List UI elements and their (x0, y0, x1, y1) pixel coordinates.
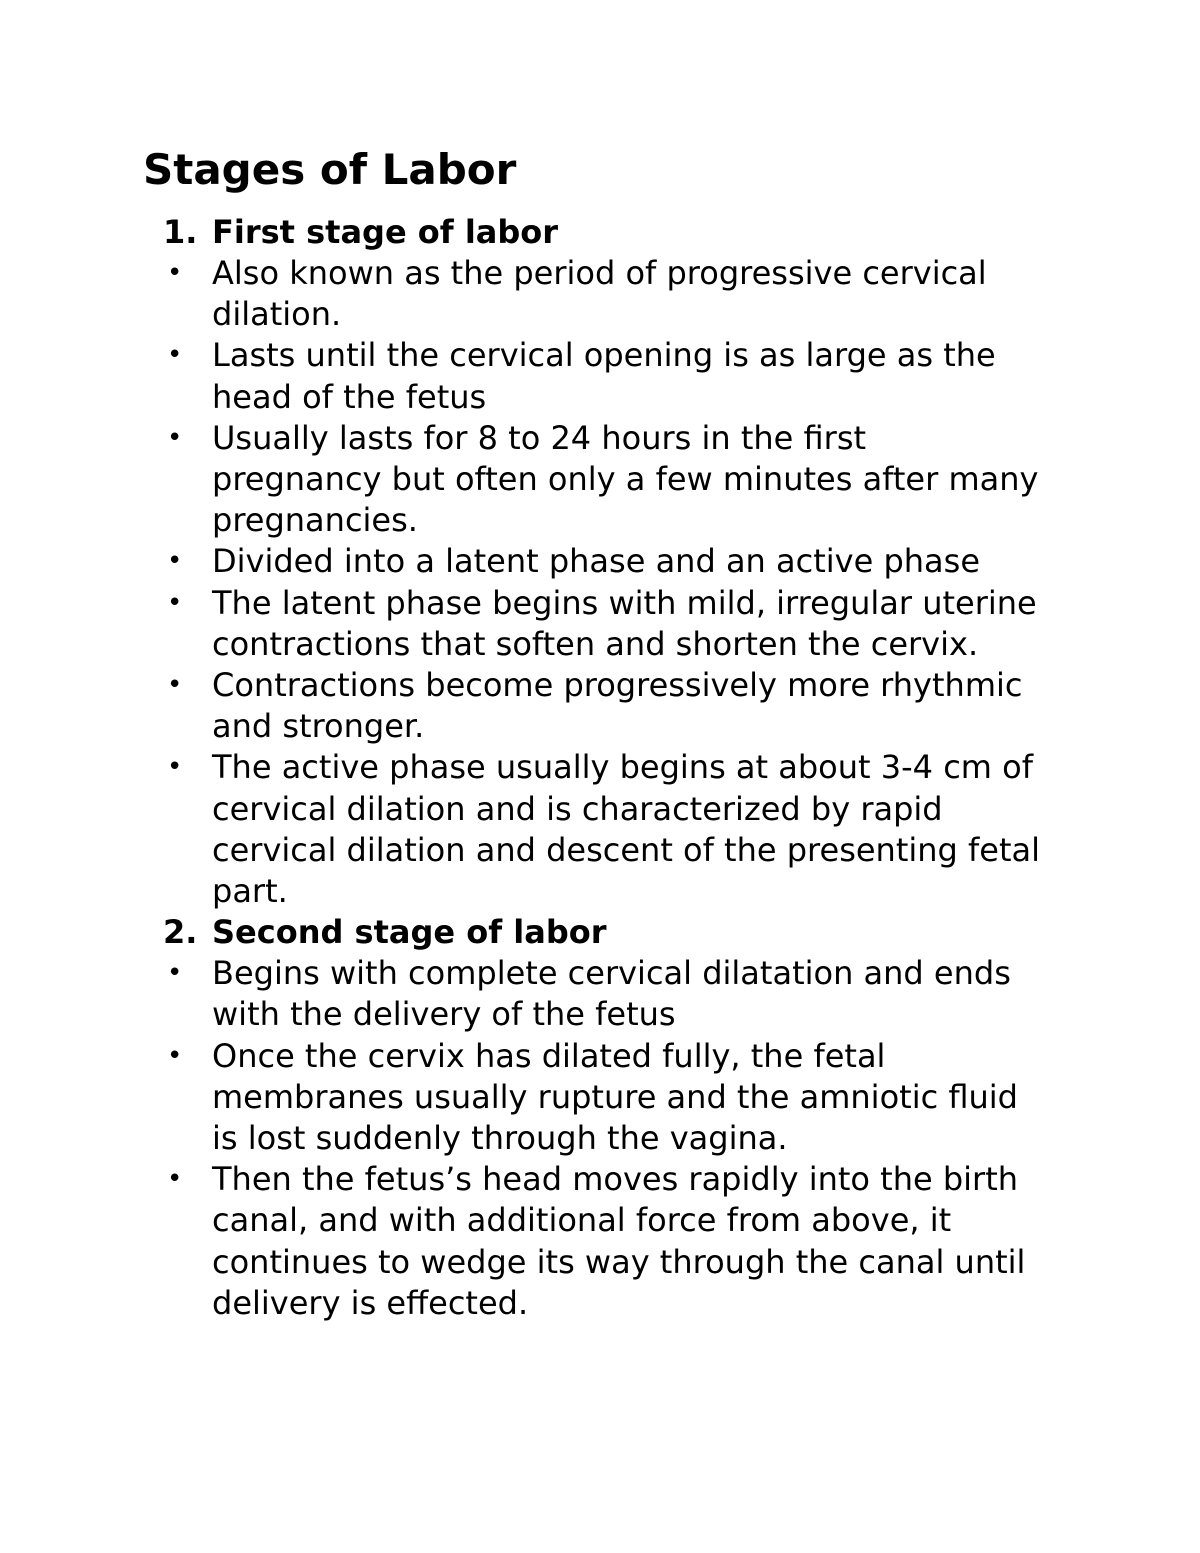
bullet-icon: • (167, 422, 183, 453)
section-heading-text: First stage of labor (212, 213, 559, 251)
list-item (163, 1159, 1043, 1324)
section-heading-text: Second stage of labor (212, 913, 607, 952)
bullet-icon: • (167, 546, 183, 577)
list-item (163, 665, 1043, 747)
list-item-text: The active phase usually begins at about 3-4 cm of cervical dilation and is characterized by rapid cervical dilation and descent of the presenting fetal part. (212, 748, 1041, 911)
list-item (163, 418, 1043, 542)
page-title: Stages of Labor (143, 145, 517, 194)
section-number: 2. (163, 913, 198, 952)
bullet-icon: • (167, 340, 183, 371)
list-item (163, 541, 1043, 582)
list-item-text: Usually lasts for 8 to 24 hours in the first pregnancy but often only a few minutes after many pregnancies. (212, 418, 1039, 540)
list-item (163, 953, 1043, 1035)
bullet-list (163, 953, 1043, 1324)
list-item-text: The latent phase begins with mild, irregular uterine contractions that soften and shorten the cervix. (212, 583, 1037, 663)
bullet-icon: • (167, 958, 183, 989)
section-heading (163, 912, 1043, 953)
bullet-icon: • (167, 670, 183, 701)
list-item-text: Once the cervix has dilated fully, the fetal membranes usually rupture and the amniotic fluid is lost suddenly through the vagina. (212, 1036, 1018, 1158)
bullet-icon: • (167, 258, 183, 288)
list-item (163, 583, 1043, 665)
bullet-icon: • (167, 752, 183, 783)
list-item (163, 1036, 1043, 1160)
document-body (163, 212, 1043, 1324)
section-second-stage (163, 912, 1043, 1324)
bullet-list (163, 253, 1043, 912)
section-number: 1. (163, 213, 198, 251)
list-item-text: Begins with complete cervical dilatation and ends with the delivery of the fetus (212, 954, 1011, 1034)
list-item-text: Divided into a latent phase and an active phase (212, 542, 980, 581)
section-heading (163, 212, 1043, 253)
bullet-icon: • (167, 1040, 183, 1071)
section-first-stage (163, 212, 1043, 912)
list-item-text: Lasts until the cervical opening is as large as the head of the fetus (212, 336, 996, 416)
bullet-icon: • (167, 1164, 183, 1195)
list-item (163, 747, 1043, 912)
list-item (163, 335, 1043, 417)
list-item-text: Also known as the period of progressive cervical dilation. (212, 254, 987, 334)
list-item-text: Then the fetus’s head moves rapidly into the birth canal, and with additional force from above, it continues to wedge its way through the canal until delivery is effected. (212, 1160, 1026, 1322)
list-item (163, 253, 1043, 335)
list-item-text: Contractions become progressively more rhythmic and stronger. (212, 666, 1023, 746)
bullet-icon: • (167, 587, 183, 618)
